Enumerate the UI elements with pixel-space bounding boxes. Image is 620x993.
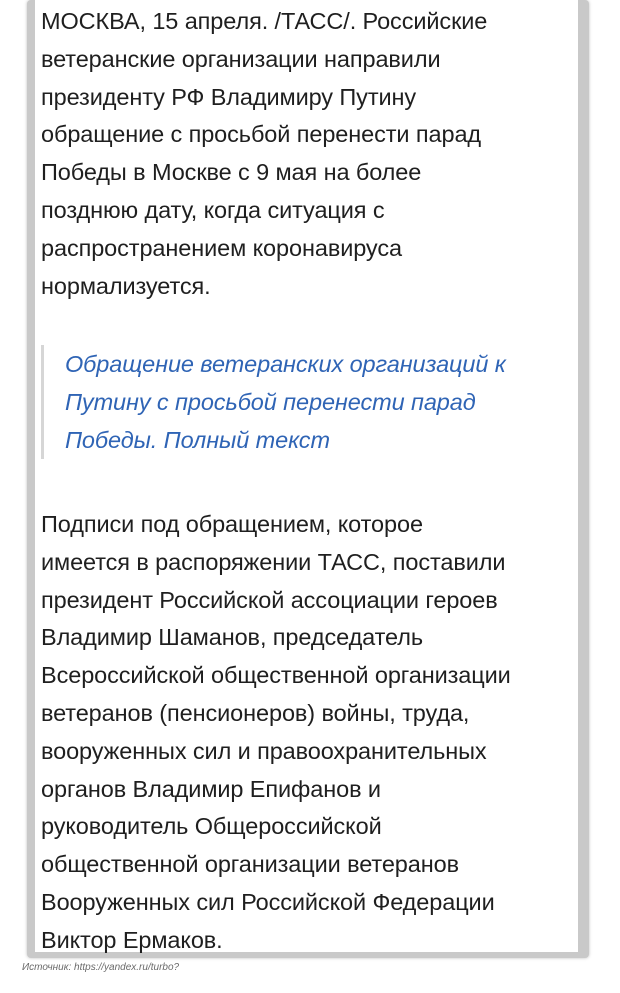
related-article-link[interactable]: Обращение ветеранских организаций к Путину с просьбой перенести парад Победы. Полный текст [65, 351, 506, 453]
source-caption [22, 962, 179, 973]
body-paragraph: Подписи под обращением, которое имеется в распоряжении ТАСС, поставили президент Российской ассоциации героев Владимир Шаманов, председатель Всероссийской общественной организации ветеранов (пенсионеров) войны, труда, вооруженных сил и правоохранительных органов Владимир Епифанов и руководитель Общероссийской общественной организации ветеранов Вооруженных сил Российской Федерации Виктор Ермаков. [41, 511, 511, 953]
article-card [35, 0, 578, 952]
related-quote-block [41, 345, 561, 459]
source-label: Источник: [22, 962, 72, 973]
lead-paragraph: МОСКВА, 15 апреля. /ТАСС/. Российские ветеранские организации направили президенту РФ Владимиру Путину обращение с просьбой перенести парад Победы в Москве с 9 мая на более позднюю дату, когда ситуация с распространением коронавируса нормализуется. [41, 8, 488, 299]
source-link[interactable]: https://yandex.ru/turbo? [74, 962, 180, 973]
